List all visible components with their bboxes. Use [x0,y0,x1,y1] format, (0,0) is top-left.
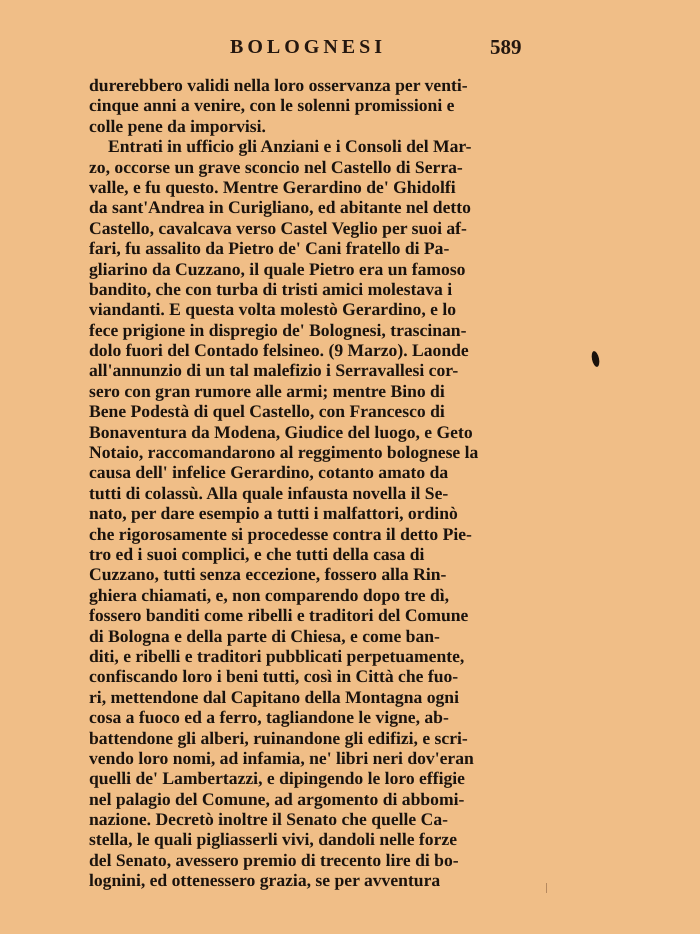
text-line-18: Bonaventura da Modena, Giudice del luogo, e Geto [89,421,473,442]
text-line-28: di Bologna e della parte di Chiesa, e come ban- [89,625,440,646]
text-line-38: stella, le quali pigliasserli vivi, dandoli nelle forze [89,829,457,850]
text-line-15: all'annunzio di un tal malefizio i Serravallesi cor- [89,360,459,381]
text-line-35: quelli de' Lambertazzi, e dipingendo le loro effigie [89,768,465,789]
text-line-22: nato, per dare esempio a tutti i malfattori, ordinò [89,503,458,524]
text-line-37: nazione. Decretò inoltre il Senato che quelle Ca- [89,809,448,830]
text-line-12: viandanti. E questa volta molestò Gerardino, e lo [89,299,457,320]
text-line-27: fossero banditi come ribelli e traditori del Comune [89,605,469,626]
text-line-11: bandito, che con turba di tristi amici molestava i [89,278,453,299]
text-line-23: che rigorosamente si procedesse contra il detto Pie- [89,523,472,544]
text-line-40: lognini, ed ottenessero grazia, se per avventura [89,870,441,891]
text-line-3: colle pene da imporvisi. [89,115,266,136]
text-line-30: confiscando loro i beni tutti, così in Città che fuo- [89,666,459,687]
running-head: BOLOGNESI [230,36,387,58]
text-line-25: Cuzzano, tutti senza eccezione, fossero alla Rin- [89,564,447,585]
text-line-24: tro ed i suoi complici, e che tutti della casa di [89,543,425,564]
text-line-2: cinque anni a venire, con le solenni promissioni e [89,95,455,116]
text-line-14: dolo fuori del Contado felsineo. (9 Marzo). Laonde [89,340,469,361]
text-line-19: Notaio, raccomandarono al reggimento bolognese la [89,442,479,463]
text-line-17: Bene Podestà di quel Castello, con Francesco di [89,401,445,422]
text-line-8: Castello, cavalcava verso Castel Veglio per suoi af- [89,217,467,238]
text-line-39: del Senato, avessero premio di trecento lire di bo- [89,849,459,870]
text-line-7: da sant'Andrea in Curigliano, ed abitante nel detto [89,197,471,218]
text-line-26: ghiera chiamati, e, non comparendo dopo tre dì, [89,584,450,605]
margin-mark [546,883,547,893]
text-line-29: diti, e ribelli e traditori pubblicati perpetuamente, [89,645,465,666]
page-number: 589 [490,35,522,59]
body-text [89,75,539,891]
text-line-32: cosa a fuoco ed a ferro, tagliandone le vigne, ab- [89,707,449,728]
page-header [0,36,700,60]
text-line-34: vendo loro nomi, ad infamia, ne' libri neri dov'eran [89,747,474,768]
ink-speck [590,350,600,367]
text-line-33: battendone gli alberi, ruinandone gli edifizi, e scri- [89,727,468,748]
text-line-1: durerebbero validi nella loro osservanza per venti- [89,75,468,95]
text-line-16: sero con gran rumore alle armi; mentre Bino di [89,380,445,401]
text-line-6: valle, e fu questo. Mentre Gerardino de' Ghidolfi [89,176,456,197]
text-line-13: fece prigione in dispregio de' Bolognesi, trascinan- [89,319,467,340]
text-line-31: ri, mettendone dal Capitano della Montagna ogni [89,686,459,707]
text-line-5: zo, occorse un grave sconcio nel Castello di Serra- [89,156,463,177]
text-line-9: fari, fu assalito da Pietro de' Cani fratello di Pa- [89,238,450,259]
text-line-4: Entrati in ufficio gli Anziani e i Consoli del Mar- [108,136,472,157]
text-line-21: tutti di colassù. Alla quale infausta novella il Se- [89,482,449,503]
text-line-36: nel palagio del Comune, ad argomento di abbomi- [89,788,465,809]
text-line-10: gliarino da Cuzzano, il quale Pietro era un famoso [89,258,466,279]
text-line-20: causa dell' infelice Gerardino, cotanto amato da [89,462,449,483]
